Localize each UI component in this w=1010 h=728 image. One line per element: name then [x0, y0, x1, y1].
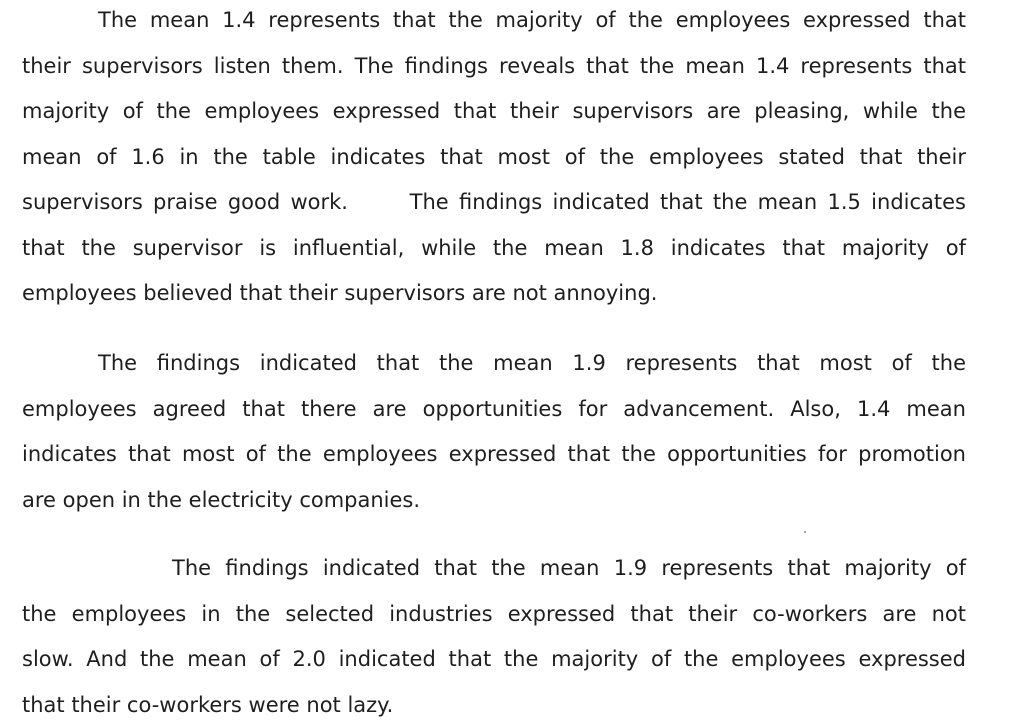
paragraph-opportunities [22, 341, 966, 523]
text-line: that their co-workers were not lazy. [22, 683, 966, 728]
text-line: employees believed that their supervisors are not annoying. [22, 271, 966, 317]
text-line: majority of the employees expressed that their supervisors are pleasing, while the [22, 89, 966, 135]
text-line: are open in the electricity companies. [22, 478, 966, 524]
text-line: indicates that most of the employees expressed that the opportunities for promotion [22, 432, 966, 478]
paragraph-supervisors [22, 0, 966, 317]
text-line: The findings indicated that the mean 1.9 represents that most of the [22, 341, 966, 387]
scan-speck [804, 531, 806, 533]
text-line: that the supervisor is influential, while the mean 1.8 indicates that majority of [22, 226, 966, 272]
text-line: slow. And the mean of 2.0 indicated that the majority of the employees expressed [22, 637, 966, 683]
text-line: The findings indicated that the mean 1.9 represents that majority of [22, 546, 966, 592]
paragraph-coworkers [22, 546, 966, 728]
text-line: employees agreed that there are opportunities for advancement. Also, 1.4 mean [22, 387, 966, 433]
text-line: supervisors praise good work. The findings indicated that the mean 1.5 indicates [22, 180, 966, 226]
text-line: their supervisors listen them. The findings reveals that the mean 1.4 represents that [22, 44, 966, 90]
text-line: The mean 1.4 represents that the majority of the employees expressed that [22, 0, 966, 44]
text-line: mean of 1.6 in the table indicates that most of the employees stated that their [22, 135, 966, 181]
text-line: the employees in the selected industries expressed that their co-workers are not [22, 592, 966, 638]
